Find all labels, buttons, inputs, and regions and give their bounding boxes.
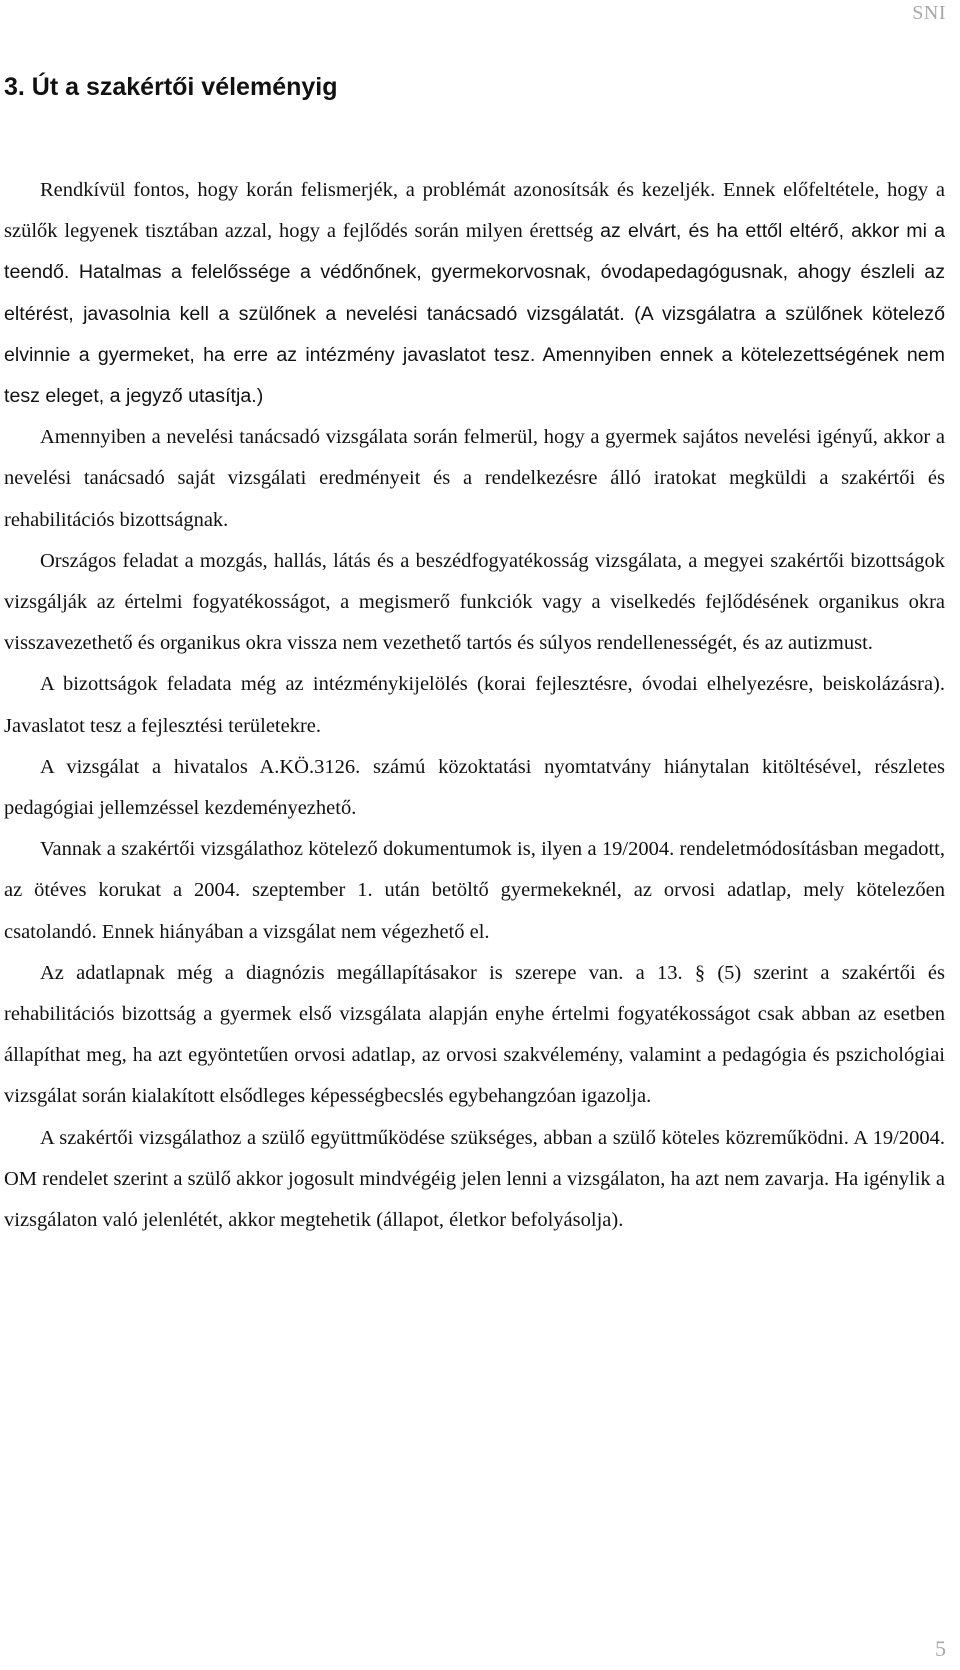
section-title: 3. Út a szakértői véleményig xyxy=(4,73,338,101)
paragraph-5: A vizsgálat a hivatalos A.KÖ.3126. számú közoktatási nyomtatvány hiánytalan kitöltésével, részletes pedagógiai jellemzéssel kezdeményezhető. xyxy=(4,755,945,820)
paragraph-2: Amennyiben a nevelési tanácsadó vizsgálata során felmerül, hogy a gyermek sajátos nevelési igényű, akkor a nevelési tanácsadó saját vizsgálati eredményeit és a rendelkezésre álló iratokat megküldi a szakértői és rehabilitációs bizottságnak. xyxy=(4,426,945,531)
page-number: 5 xyxy=(935,1636,946,1661)
paragraph-8: A szakértői vizsgálathoz a szülő együttműködése szükséges, abban a szülő köteles közreműködni. A 19/2004. OM rendelet szerint a szülő akkor jogosult mindvégéig jelen lenni a vizsgálaton, ha azt nem zavarja. Ha igénylik a vizsgálaton való jelenlétét, akkor megtehetik (állapot, életkor befolyásolja). xyxy=(4,1126,945,1232)
document-body xyxy=(4,170,945,1241)
paragraph-1-sans-part: az elvárt, és ha ettől eltérő, akkor mi a teendő. Hatalmas a felelőssége a védőnőnek, gyermekorvosnak, óvodapedagógusnak, ahogy észleli az eltérést, javasolnia kell a szülőnek a nevelési tanácsadó vizsgálatát. (A vizsgálatra a szülőnek kötelező elvinnie a gyermeket, ha erre az intézmény javaslatot tesz. Amennyiben ennek a kötelezettségének nem tesz eleget, a jegyző utasítja.) xyxy=(4,220,945,408)
paragraph-3: Országos feladat a mozgás, hallás, látás és a beszédfogyatékosság vizsgálata, a megyei szakértői bizottságok vizsgálják az értelmi fogyatékosságot, a megismerő funkciók vagy a viselkedés fejlődésének organikus okra visszavezethető és organikus okra vissza nem vezethető tartós és súlyos rendellenességét, és az autizmust. xyxy=(4,549,945,655)
paragraph-1 xyxy=(4,170,945,417)
paragraph-7: Az adatlapnak még a diagnózis megállapításakor is szerepe van. a 13. § (5) szerint a szakértői és rehabilitációs bizottság a gyermek első vizsgálata alapján enyhe értelmi fogyatékosságot csak abban az esetben állapíthat meg, ha azt egyöntetűen orvosi adatlap, az orvosi szakvélemény, valamint a pedagógia és pszichológiai vizsgálat során kialakított elsődleges képességbecslés egybehangzóan igazolja. xyxy=(4,961,945,1108)
header-mark: SNI xyxy=(912,2,946,24)
paragraph-4: A bizottságok feladata még az intézménykijelölés (korai fejlesztésre, óvodai elhelyezésre, beiskolázásra). Javaslatot tesz a fejlesztési területekre. xyxy=(4,673,945,737)
paragraph-6: Vannak a szakértői vizsgálathoz kötelező dokumentumok is, ilyen a 19/2004. rendeletmódosításban megadott, az ötéves korukat a 2004. szeptember 1. után betöltő gyermekeknél, az orvosi adatlap, mely kötelezően csatolandó. Ennek hiányában a vizsgálat nem végezhető el. xyxy=(4,838,945,943)
paragraph-1-serif-part: Rendkívül fontos, hogy korán felismerjék, a problémát azonosítsák és kezeljék. Ennek előfeltétele, hogy a szülők legyenek tisztában azzal, hogy a fejlődés során milyen érettség xyxy=(4,179,945,243)
